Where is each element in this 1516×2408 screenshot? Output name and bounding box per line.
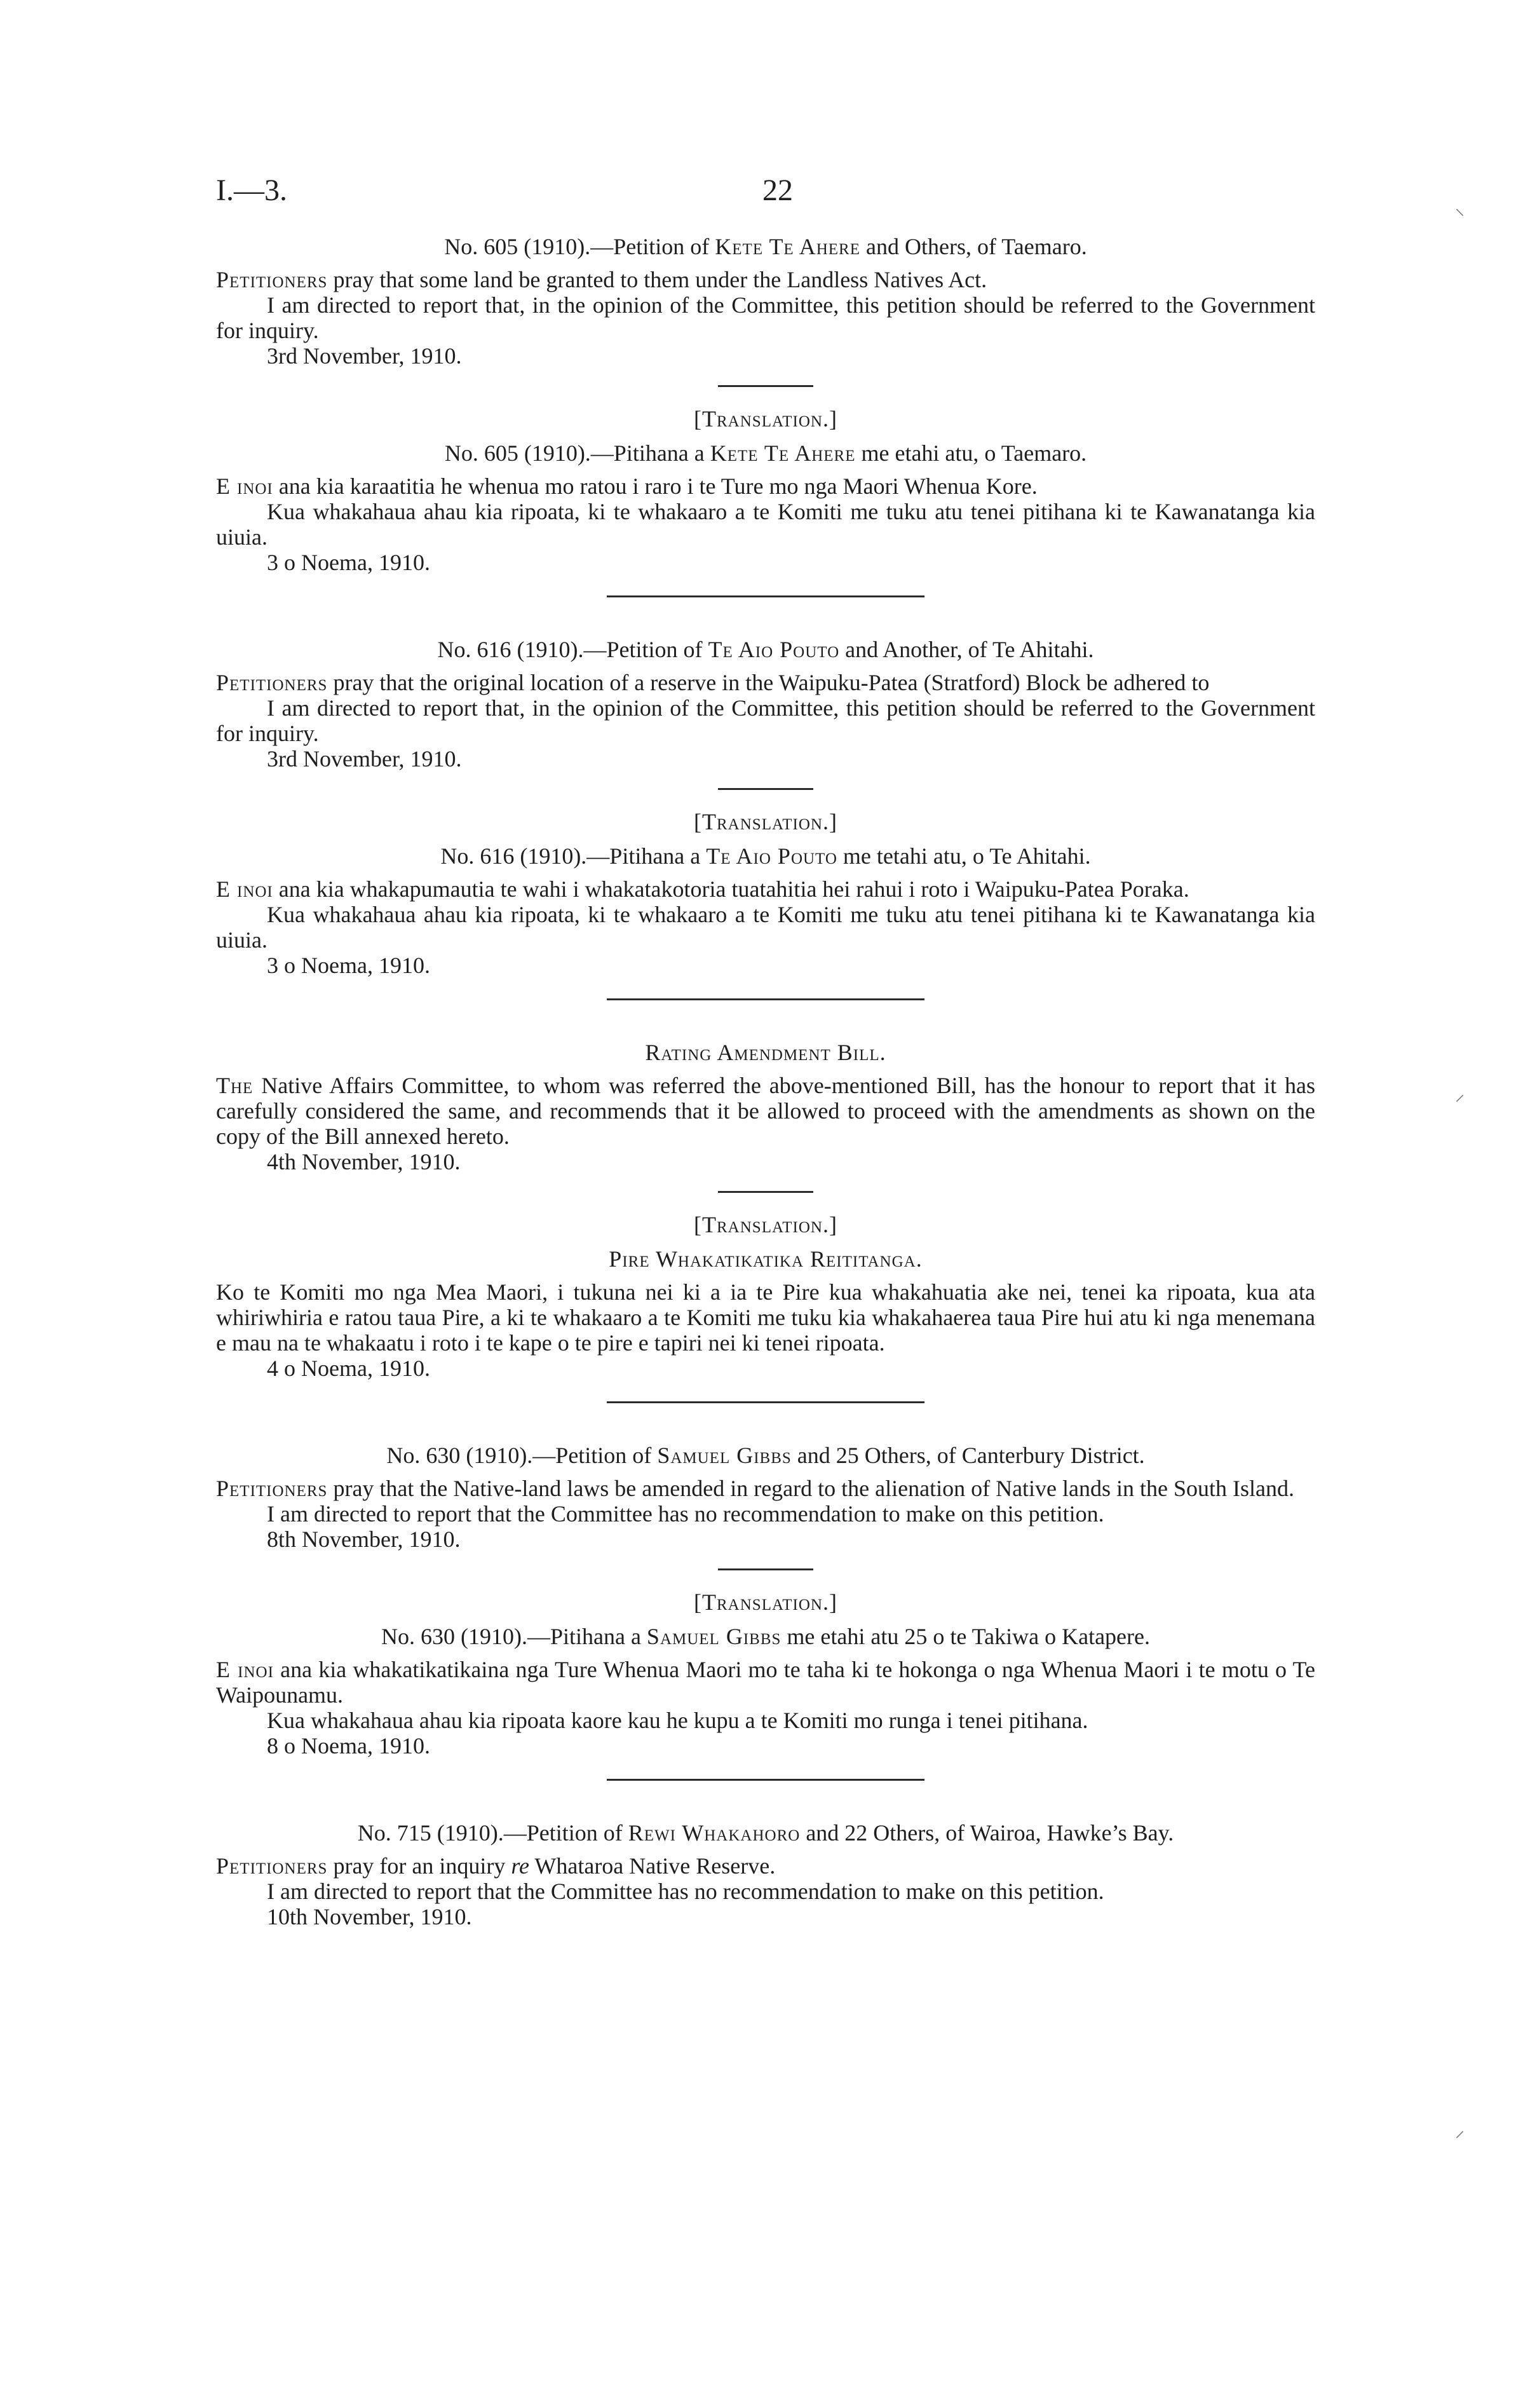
petition-prayer: Petitioners pray that the original location of a reserve in the Waipuku-Patea (Stratford) Block be adhered to bbox=[216, 670, 1210, 695]
translation-prayer: E inoi ana kia whakapumautia te wahi i whakatakotoria tuatahitia hei rahui i roto i Waipuku-Patea Poraka. bbox=[216, 876, 1189, 902]
page-header bbox=[216, 173, 1315, 217]
petitioner-name: Rewi Whakahoro bbox=[628, 1820, 801, 1846]
page-number: 22 bbox=[762, 173, 793, 207]
margin-mark: ⸝ bbox=[1455, 2120, 1465, 2141]
petition-title: No. 616 (1910).—Petition of Te Aio Pouto and Another, of Te Ahitahi. bbox=[437, 637, 1094, 662]
translation-label: [Translation.] bbox=[694, 809, 837, 834]
margin-mark: ⸌ bbox=[1455, 206, 1465, 227]
section-rule bbox=[607, 595, 924, 597]
translation-date: 4 o Noema, 1910. bbox=[267, 1356, 430, 1381]
parliamentary-paper-ref: I.—3. bbox=[216, 173, 287, 207]
petition-title: No. 605 (1910).—Petition of Kete Te Ahere and Others, of Taemaro. bbox=[444, 234, 1087, 259]
translation-title: No. 616 (1910).—Pitihana a Te Aio Pouto me tetahi atu, o Te Ahitahi. bbox=[440, 843, 1091, 869]
translation-report: Kua whakahaua ahau kia ripoata, ki te whakaaro a te Komiti me tuku atu tenei pitihana ki te Kawanatanga kia uiuia. bbox=[216, 499, 1315, 550]
section-rule bbox=[607, 1779, 924, 1781]
translation-title: No. 605 (1910).—Pitihana a Kete Te Ahere me etahi atu, o Taemaro. bbox=[444, 440, 1087, 466]
petition-605 bbox=[216, 234, 1315, 597]
translation-label: [Translation.] bbox=[694, 1212, 837, 1237]
report-date: 4th November, 1910. bbox=[267, 1149, 461, 1174]
separator-rule bbox=[718, 788, 813, 790]
translation-date: 3 o Noema, 1910. bbox=[267, 550, 430, 575]
document-body bbox=[216, 234, 1315, 1929]
translation-report: Ko te Komiti mo nga Mea Maori, i tukuna nei ki a ia te Pire kua whakahuatia ake nei, tenei ka ripoata, kua ata whiriwhiria e ratou taua Pire, a ki te whakaaro a te Komiti me tuku kia whakahaerea taua Pire hui atu ki nga menemana e mau na te whakaatu i roto i te kape o te pire e tapiri nei ki tenei ripoata. bbox=[216, 1279, 1315, 1356]
translation-label: [Translation.] bbox=[694, 406, 837, 432]
petition-616 bbox=[216, 637, 1315, 1000]
committee-report: I am directed to report that the Committee has no recommendation to make on this petition. bbox=[267, 1879, 1104, 1904]
rating-amendment-bill bbox=[216, 1040, 1315, 1403]
petition-title: No. 630 (1910).—Petition of Samuel Gibbs and 25 Others, of Canterbury District. bbox=[386, 1443, 1145, 1468]
petition-title: No. 715 (1910).—Petition of Rewi Whakahoro and 22 Others, of Wairoa, Hawke’s Bay. bbox=[357, 1820, 1174, 1846]
petitioner-name: Samuel Gibbs bbox=[657, 1443, 792, 1468]
translation-bill-title: Pire Whakatikatika Reititanga. bbox=[609, 1246, 923, 1272]
section-rule bbox=[607, 1401, 924, 1403]
report-date: 3rd November, 1910. bbox=[267, 343, 462, 369]
translation-date: 8 o Noema, 1910. bbox=[267, 1733, 430, 1758]
report-date: 3rd November, 1910. bbox=[267, 746, 462, 772]
committee-report: I am directed to report that, in the opinion of the Committee, this petition should be referred to the Government for inquiry. bbox=[216, 292, 1315, 343]
translation-title: No. 630 (1910).—Pitihana a Samuel Gibbs me etahi atu 25 o te Takiwa o Katapere. bbox=[381, 1624, 1150, 1649]
petition-prayer: Petitioners pray that the Native-land laws be amended in regard to the alienation of Native lands in the South Island. bbox=[216, 1476, 1294, 1501]
petition-prayer: Petitioners pray that some land be granted to them under the Landless Natives Act. bbox=[216, 267, 987, 292]
translation-report: Kua whakahaua ahau kia ripoata kaore kau he kupu a te Komiti mo runga i tenei pitihana. bbox=[267, 1708, 1088, 1733]
committee-report: I am directed to report that, in the opinion of the Committee, this petition should be referred to the Government for inquiry. bbox=[216, 695, 1315, 746]
separator-rule bbox=[718, 1568, 813, 1570]
translation-prayer: E inoi ana kia whakatikatikaina nga Ture Whenua Maori mo te taha ki te hokonga o nga Whenua Maori i te motu o Te Waipounamu. bbox=[216, 1657, 1315, 1708]
margin-mark: ⸍ bbox=[1455, 1092, 1465, 1113]
translation-label: [Translation.] bbox=[694, 1589, 837, 1615]
petitioner-name: Kete Te Ahere bbox=[715, 234, 860, 259]
petition-630 bbox=[216, 1443, 1315, 1781]
report-date: 10th November, 1910. bbox=[267, 1904, 472, 1929]
translation-prayer: E inoi ana kia karaatitia he whenua mo ratou i raro i te Ture mo nga Maori Whenua Kore. bbox=[216, 473, 1038, 499]
bill-report: The Native Affairs Committee, to whom was referred the above-mentioned Bill, has the honour to report that it has carefully considered the same, and recommends that it be allowed to proceed with the amendments as shown on the copy of the Bill annexed hereto. bbox=[216, 1073, 1315, 1149]
bill-title: Rating Amendment Bill. bbox=[645, 1040, 886, 1065]
translation-report: Kua whakahaua ahau kia ripoata, ki te whakaaro a te Komiti me tuku atu tenei pitihana ki te Kawanatanga kia uiuia. bbox=[216, 902, 1315, 953]
petitioner-name: Te Aio Pouto bbox=[708, 637, 840, 662]
report-date: 8th November, 1910. bbox=[267, 1527, 461, 1552]
committee-report: I am directed to report that the Committee has no recommendation to make on this petition. bbox=[267, 1501, 1104, 1527]
petition-prayer: Petitioners pray for an inquiry re Whataroa Native Reserve. bbox=[216, 1853, 776, 1879]
petition-715 bbox=[216, 1820, 1315, 1929]
translation-date: 3 o Noema, 1910. bbox=[267, 953, 430, 978]
section-rule bbox=[607, 998, 924, 1000]
separator-rule bbox=[718, 1191, 813, 1193]
separator-rule bbox=[718, 385, 813, 387]
